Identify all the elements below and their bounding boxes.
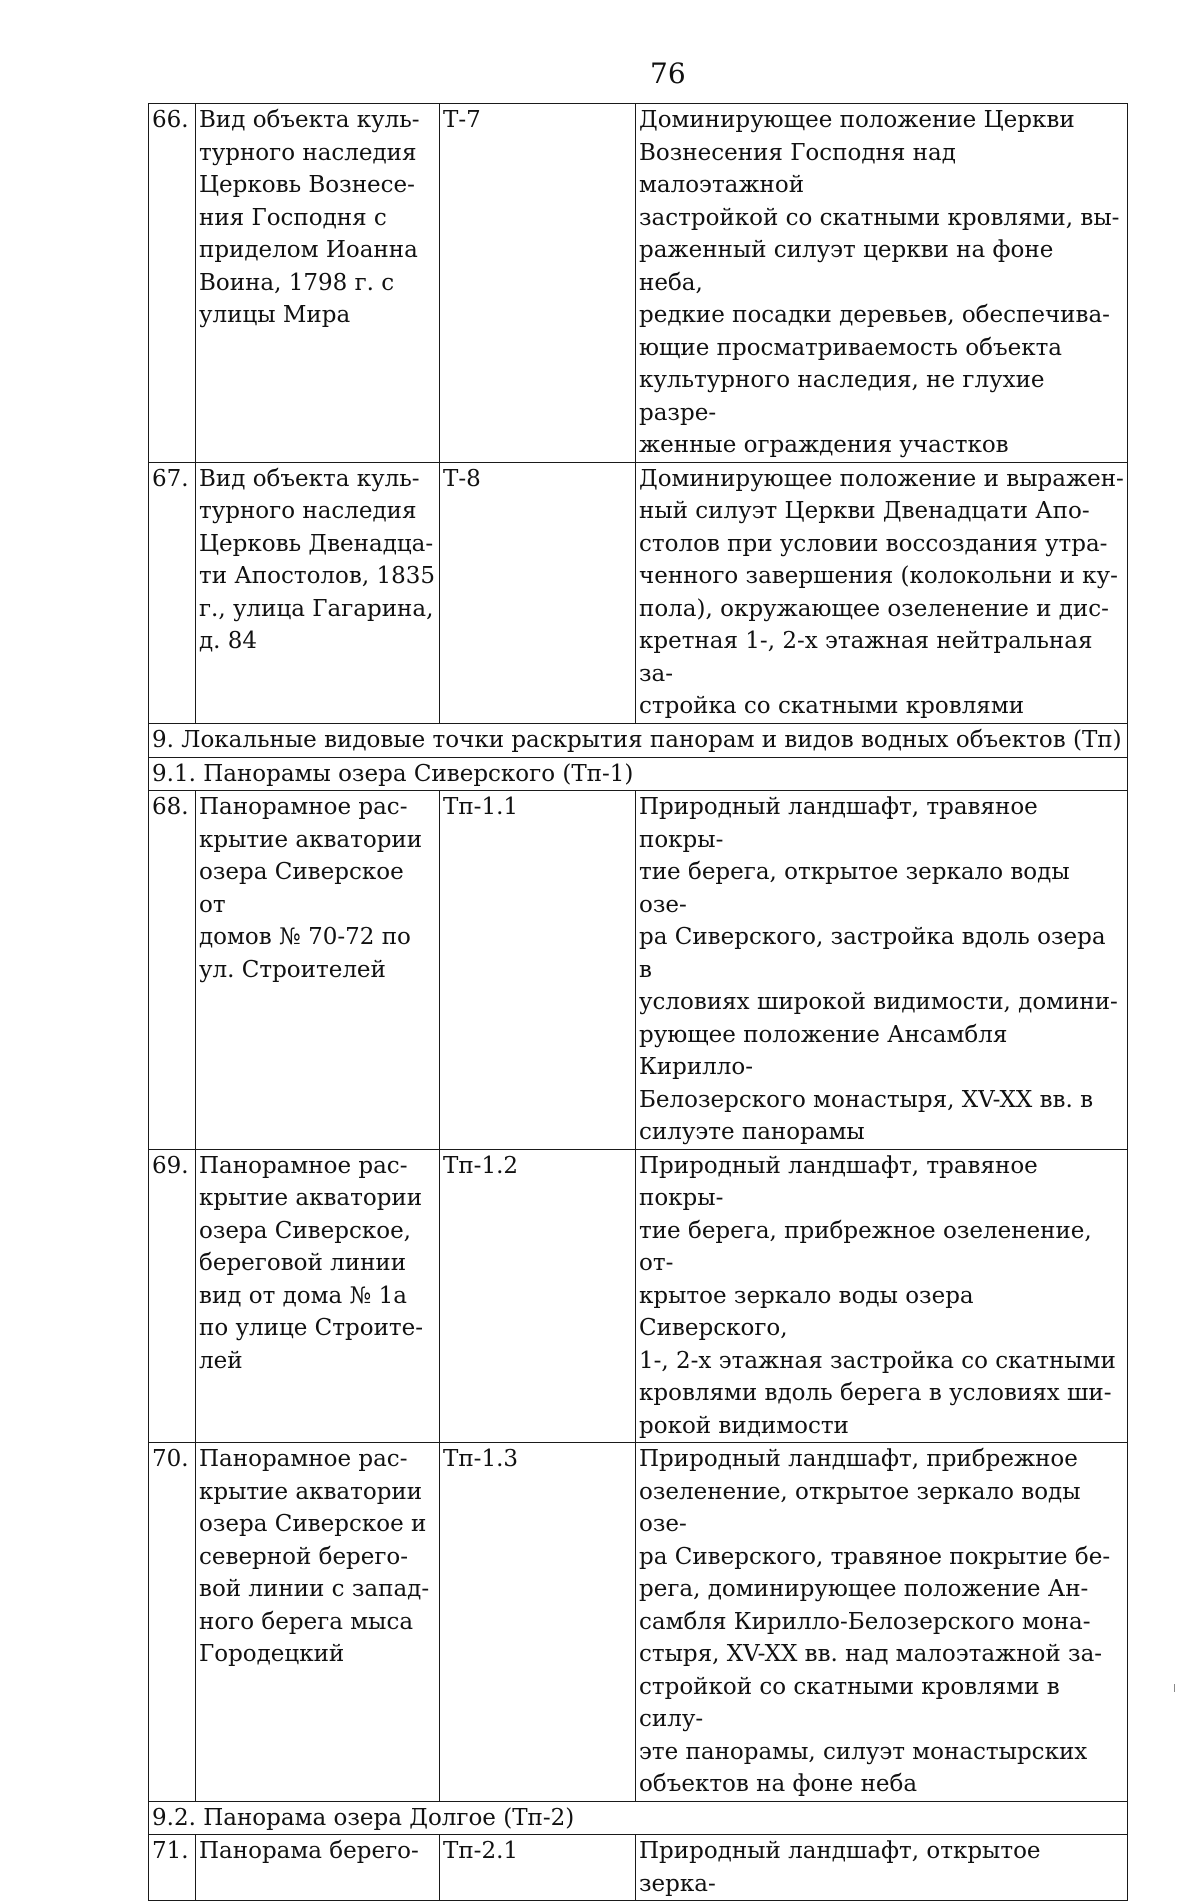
- heritage-viewpoints-table: [148, 103, 1128, 1901]
- object-name: Панорамное рас- крытие акватории озера Сиверское и северной берего- вой линии с запад- ного берега мыса Городецкий: [199, 1446, 430, 1667]
- description-cell: [636, 791, 1128, 1150]
- description-cell: [636, 1443, 1128, 1802]
- section-heading: 9. Локальные видовые точки раскрытия панорам и видов водных объектов (Тп): [149, 723, 1128, 757]
- section-row: [149, 723, 1128, 757]
- row-number: 68.: [149, 791, 196, 1150]
- row-number: 71.: [149, 1835, 196, 1901]
- row-number: 69.: [149, 1149, 196, 1443]
- description: Природный ландшафт, травяное покры- тие берега, открытое зеркало воды озе- ра Сиверского, застройка вдоль озера в условиях широкой видимости, домини- рующее положение Ансамбля Кирилло- Белозерского монастыря, XV-XX вв. в силуэте панорамы: [639, 794, 1118, 1145]
- object-name: Панорамное рас- крытие акватории озера Сиверское, береговой линии вид от дома № 1а по улице Строите- лей: [199, 1152, 424, 1374]
- row-number: 67.: [149, 462, 196, 723]
- description: Природный ландшафт, открытое зерка-: [639, 1838, 1041, 1897]
- description-cell: [636, 1835, 1128, 1901]
- object-name-cell: [196, 462, 440, 723]
- description: Природный ландшафт, травяное покры- тие берега, прибрежное озеленение, от- крытое зеркало воды озера Сиверского, 1-, 2-х этажная застройка со скатными кровлями вдоль берега в условиях ши- рокой видимости: [639, 1152, 1116, 1439]
- viewpoint-code: Тп-2.1: [440, 1835, 636, 1901]
- row-number: 66.: [149, 104, 196, 463]
- object-name-cell: [196, 1149, 440, 1443]
- scan-mark: [1174, 1684, 1175, 1692]
- viewpoint-code: Т-7: [440, 104, 636, 463]
- table-row: [149, 1835, 1128, 1901]
- description-cell: [636, 1149, 1128, 1443]
- description-cell: [636, 104, 1128, 463]
- row-number: 70.: [149, 1443, 196, 1802]
- table-row: [149, 1443, 1128, 1802]
- viewpoint-code: Т-8: [440, 462, 636, 723]
- description-cell: [636, 462, 1128, 723]
- object-name-cell: [196, 1443, 440, 1802]
- description: Природный ландшафт, прибрежное озеленение, открытое зеркало воды озе- ра Сиверского, травяное покрытие бе- рега, доминирующее положение Ан- самбля Кирилло-Белозерского мона- стыря, XV-XX вв. над малоэтажной за- стройкой со скатными кровлями в силу- эте панорамы, силуэт монастырских объектов на фоне неба: [639, 1446, 1111, 1797]
- page-number: 76: [650, 57, 686, 90]
- object-name-cell: [196, 791, 440, 1150]
- description: Доминирующее положение Церкви Вознесения Господня над малоэтажной застройкой со скатными кровлями, вы- раженный силуэт церкви на фоне неба, редкие посадки деревьев, обеспечива- ющие просматриваемость объекта культурного наследия, не глухие разре- женные ограждения участков: [639, 107, 1120, 458]
- table-row: [149, 1149, 1128, 1443]
- table-row: [149, 462, 1128, 723]
- table-row: [149, 104, 1128, 463]
- viewpoint-code: Тп-1.1: [440, 791, 636, 1150]
- subsection-row: [149, 757, 1128, 791]
- object-name-cell: [196, 1835, 440, 1901]
- viewpoint-code: Тп-1.3: [440, 1443, 636, 1802]
- object-name: Панорамное рас- крытие акватории озера Сиверское от домов № 70-72 по ул. Строителей: [199, 794, 423, 983]
- table-row: [149, 791, 1128, 1150]
- object-name: Вид объекта куль- турного наследия Церковь Двенадца- ти Апостолов, 1835 г., улица Гагарина, д. 84: [199, 465, 435, 654]
- subsection-heading: 9.2. Панорама озера Долгое (Тп-2): [149, 1801, 1128, 1835]
- subsection-heading: 9.1. Панорамы озера Сиверского (Тп-1): [149, 757, 1128, 791]
- subsection-row: [149, 1801, 1128, 1835]
- object-name-cell: [196, 104, 440, 463]
- object-name: Вид объекта куль- турного наследия Церковь Вознесе- ния Господня с приделом Иоанна Воина, 1798 г. с улицы Мира: [199, 107, 420, 328]
- viewpoint-code: Тп-1.2: [440, 1149, 636, 1443]
- object-name: Панорама берего-: [199, 1838, 419, 1864]
- description: Доминирующее положение и выражен- ный силуэт Церкви Двенадцати Апо- столов при условии воссоздания утра- ченного завершения (колокольни и ку- пола), окружающее озеленение и дис- кретная 1-, 2-х этажная нейтральная за- стройка со скатными кровлями: [639, 465, 1124, 719]
